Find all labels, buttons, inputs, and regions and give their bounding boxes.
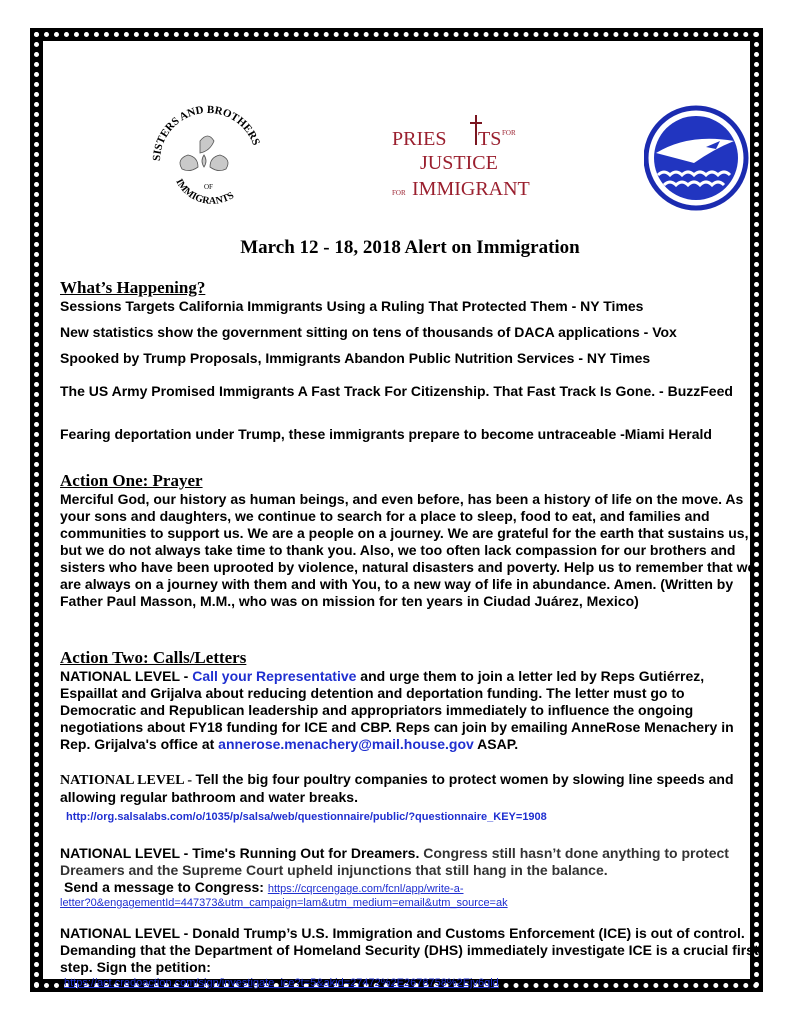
national-level-label: NATIONAL LEVEL - <box>60 773 196 788</box>
prayer-heading: Action One: Prayer <box>60 471 203 490</box>
calls-item-4 <box>60 925 760 990</box>
poultry-petition-link[interactable]: http://org.salsalabs.com/o/1035/p/salsa/web/questionnaire/public/?questionnaire_KEY=1908 <box>66 811 547 823</box>
logo-for-2: FOR <box>392 189 406 197</box>
page-title: March 12 - 18, 2018 Alert on Immigration <box>240 237 580 258</box>
news-item: Sessions Targets California Immigrants Using a Ruling That Protected Them - NY Times <box>60 298 644 314</box>
calls-heading: Action Two: Calls/Letters <box>60 648 247 667</box>
svg-text:SISTERS AND BROTHERS <box>151 104 262 161</box>
logo-priests-text-end: TS <box>478 128 502 150</box>
call-representative-link[interactable]: Call your Representative <box>192 668 357 684</box>
whats-happening-section <box>60 279 760 297</box>
whats-happening-heading: What’s Happening? <box>60 278 206 297</box>
svg-text:IMMIGRANTS <box>173 177 236 207</box>
logo-immigrants-text: IMMIGRANTS <box>412 178 530 200</box>
ice-petition-link[interactable]: https://act.credoaction.com/sign/investigate_ice?t=5&akid=27472%2E2678758%2Ejv6qld <box>64 977 499 989</box>
page-border <box>30 28 763 992</box>
logo-of: OF <box>204 183 213 191</box>
congress-message-link[interactable]: https://cqrcengage.com/fcnl/app/write-a- <box>267 883 464 895</box>
news-item: The US Army Promised Immigrants A Fast Track For Citizenship. That Fast Track Is Gone. - BuzzFeed <box>60 383 733 399</box>
congress-message-link-cont[interactable]: letter?0&engagementId=447373&utm_campaign=lam&utm_medium=email&utm_source=ak <box>60 897 508 909</box>
calls-item-2 <box>60 771 760 824</box>
calls-item-3 <box>60 845 760 910</box>
national-level-label: NATIONAL LEVEL - <box>60 925 193 941</box>
news-item: Spooked by Trump Proposals, Immigrants Abandon Public Nutrition Services - NY Times <box>60 350 651 366</box>
prayer-section <box>60 472 760 610</box>
priests-for-justice-logo <box>390 111 530 211</box>
calls-section <box>60 649 760 753</box>
logo-arc-bottom: IMMIGRANTS <box>173 177 236 207</box>
calls-item-3-text: Congress still hasn’t done anything to protect Dreamers and the Supreme Court upheld injunctions that still hang in the balance. <box>60 845 729 878</box>
calls-item-1 <box>60 668 760 753</box>
send-message-label: Send a message to Congress: <box>64 879 264 895</box>
national-level-label: NATIONAL LEVEL - <box>60 668 193 684</box>
sisters-brothers-logo <box>142 89 274 219</box>
logo-for-1: FOR <box>502 129 516 137</box>
logo-arc-top: SISTERS AND BROTHERS <box>150 103 263 162</box>
calls-item-2-text: Tell the big four poultry companies to protect women by slowing line speeds and allowing regular bathroom and water breaks. <box>60 771 734 805</box>
prayer-text: Merciful God, our history as human beings, and even before, has been a history of life on the move. As your sons and daughters, we continue to search for a place to sleep, food to eat, and families and communities to support us. We are a people on a journey. We are grateful for the earth that sustains us, but we do not always take time to thank you. Also, we too often lack compassion for our brothers and sisters who have been uprooted by violence, natural disasters and poverty. Help us to remember that we are always on a journey with them and with You, to a new way of life in abundance. Amen. (Written by Father Paul Masson, M.M., who was on mission for ten years in Ciudad Juárez, Mexico) <box>60 491 756 609</box>
calls-item-4-text: Donald Trump’s U.S. Immigration and Customs Enforcement (ICE) is out of control. Demanding that the Department of Homeland Security (DHS) immediately investigate ICE is a crucial first step. Sign the petition: <box>60 925 759 975</box>
calls-item-1-text: and urge them to join a letter led by Reps Gutiérrez, Espaillat and Grijalva about reducing detention and deportation funding. The letter must go to Democratic and Republican leadership and appropriators immediately to influence the ongoing negotiations about FY18 funding for ICE and CBP. Reps can join by emailing AnneRose Menachery in Rep. Grijalva's office at <box>60 668 734 752</box>
news-item: New statistics show the government sitting on tens of thousands of DACA applications - Vox <box>60 324 677 340</box>
calls-item-1-tail: ASAP. <box>473 736 519 752</box>
news-item: Fearing deportation under Trump, these immigrants prepare to become untraceable -Miami Herald <box>60 426 712 442</box>
logo-justice-text: JUSTICE <box>420 152 498 174</box>
logo-priests-text: PRIES <box>392 128 447 150</box>
email-link[interactable]: annerose.menachery@mail.house.gov <box>218 736 474 752</box>
bird-emblem-logo <box>644 103 749 213</box>
dreamers-lead: NATIONAL LEVEL - Time's Running Out for Dreamers. <box>60 845 420 861</box>
